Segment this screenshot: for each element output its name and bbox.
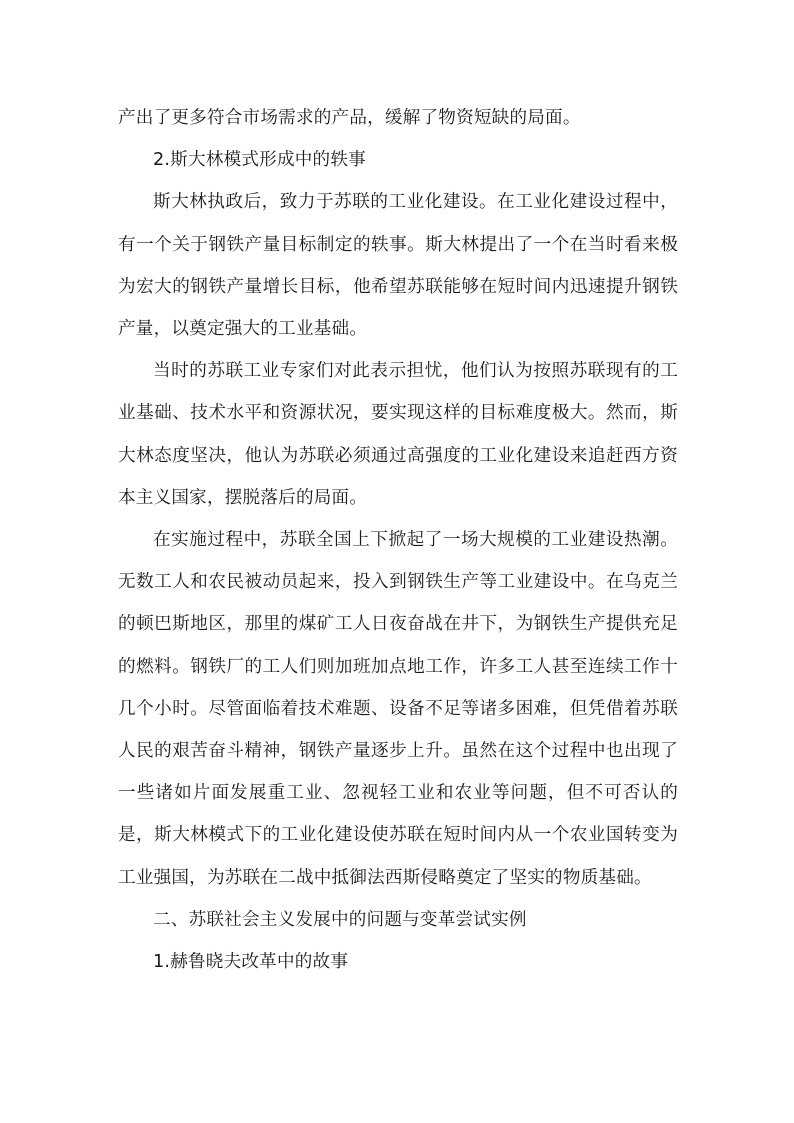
document-body	[118, 97, 678, 983]
chapter-heading-problems-reform: 二、苏联社会主义发展中的问题与变革尝试实例	[153, 909, 527, 930]
paragraph-implementation: 在实施过程中，苏联全国上下掀起了一场大规模的工业建设热潮。无数工人和农民被动员起来，投入到钢铁生产等工业建设中。在乌克兰的顿巴斯地区，那里的煤矿工人日夜奋战在井下，为钢铁生产提供充足的燃料。钢铁厂的工人们则加班加点地工作，许多工人甚至连续工作十几个小时。尽管面临着技术难题、设备不足等诸多困难，但凭借着苏联人民的艰苦奋斗精神，钢铁产量逐步上升。虽然在这个过程中也出现了一些诸如片面发展重工业、忽视轻工业和农业等问题，但不可否认的是，斯大林模式下的工业化建设使苏联在短时间内从一个农业国转变为工业强国，为苏联在二战中抵御法西斯侵略奠定了坚实的物质基础。	[118, 530, 678, 888]
section-heading-stalin-model: 2.斯大林模式形成中的轶事	[153, 150, 366, 171]
section-heading-khrushchev: 1.赫鲁晓夫改革中的故事	[153, 952, 349, 973]
paragraph-experts-concern: 当时的苏联工业专家们对此表示担忧，他们认为按照苏联现有的工业基础、技术水平和资源状况，要实现这样的目标难度极大。然而，斯大林态度坚决，他认为苏联必须通过高强度的工业化建设来追赶西方资本主义国家，摆脱落后的局面。	[118, 361, 678, 508]
paragraph-steel-target: 斯大林执政后，致力于苏联的工业化建设。在工业化建设过程中，有一个关于钢铁产量目标制定的轶事。斯大林提出了一个在当时看来极为宏大的钢铁产量增长目标，他希望苏联能够在短时间内迅速提升钢铁产量，以奠定强大的工业基础。	[118, 192, 678, 340]
paragraph-continuation: 产出了更多符合市场需求的产品，缓解了物资短缺的局面。	[118, 108, 581, 128]
